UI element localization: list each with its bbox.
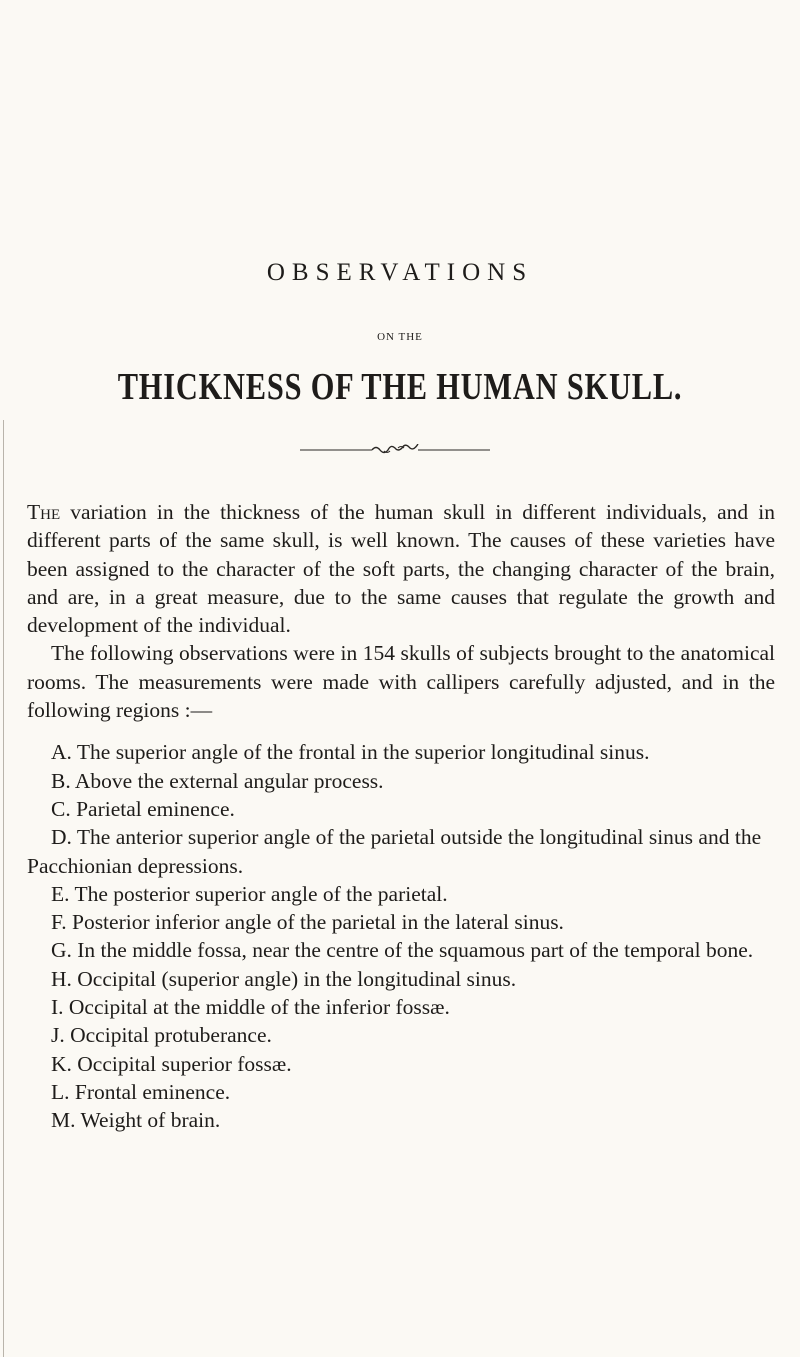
main-heading: THICKNESS OF THE HUMAN SKULL.	[117, 366, 683, 408]
page-subtitle: ON THE	[377, 331, 423, 343]
region-item-k: K. Occipital superior fossæ.	[51, 1051, 292, 1076]
region-item-j: J. Occipital protuberance.	[51, 1023, 272, 1048]
drop-word: The	[27, 500, 61, 524]
region-item-f: F. Posterior inferior angle of the parietal in the lateral sinus.	[51, 910, 564, 935]
region-item-h: H. Occipital (superior angle) in the longitudinal sinus.	[51, 966, 517, 991]
body-text	[27, 498, 775, 1135]
spacer	[27, 724, 775, 738]
region-item-g: G. In the middle fossa, near the centre of the squamous part of the temporal bone.	[51, 938, 754, 963]
region-item-b: B. Above the external angular process.	[51, 768, 384, 793]
region-item-c: C. Parietal eminence.	[51, 796, 235, 821]
region-item-a: A. The superior angle of the frontal in the superior longitudinal sinus.	[51, 740, 650, 765]
page-title: OBSERVATIONS	[266, 259, 534, 286]
region-item-m: M. Weight of brain.	[51, 1108, 221, 1133]
region-item-i: I. Occipital at the middle of the inferior fossæ.	[51, 995, 450, 1020]
ornament-divider	[300, 444, 490, 456]
paragraph-intro-text: variation in the thickness of the human skull in different individuals, and in different parts of the same skull, is well known. The causes of these varieties have been assigned to the character of the soft parts, the changing character of the brain, and are, in a great measure, due to the same causes that regulate the growth and development of the individual.	[27, 500, 775, 638]
region-item-e: E. The posterior superior angle of the parietal.	[51, 881, 448, 906]
region-item-l: L. Frontal eminence.	[51, 1079, 231, 1104]
region-item-d: D. The anterior superior angle of the parietal outside the longitudinal sinus and the Pacchionian depressions.	[27, 825, 762, 878]
paragraph-intro	[27, 498, 775, 639]
paragraph-method: The following observations were in 154 skulls of subjects brought to the anatomical rooms. The measurements were made with callipers carefully adjusted, and in the following regions :—	[27, 641, 775, 723]
